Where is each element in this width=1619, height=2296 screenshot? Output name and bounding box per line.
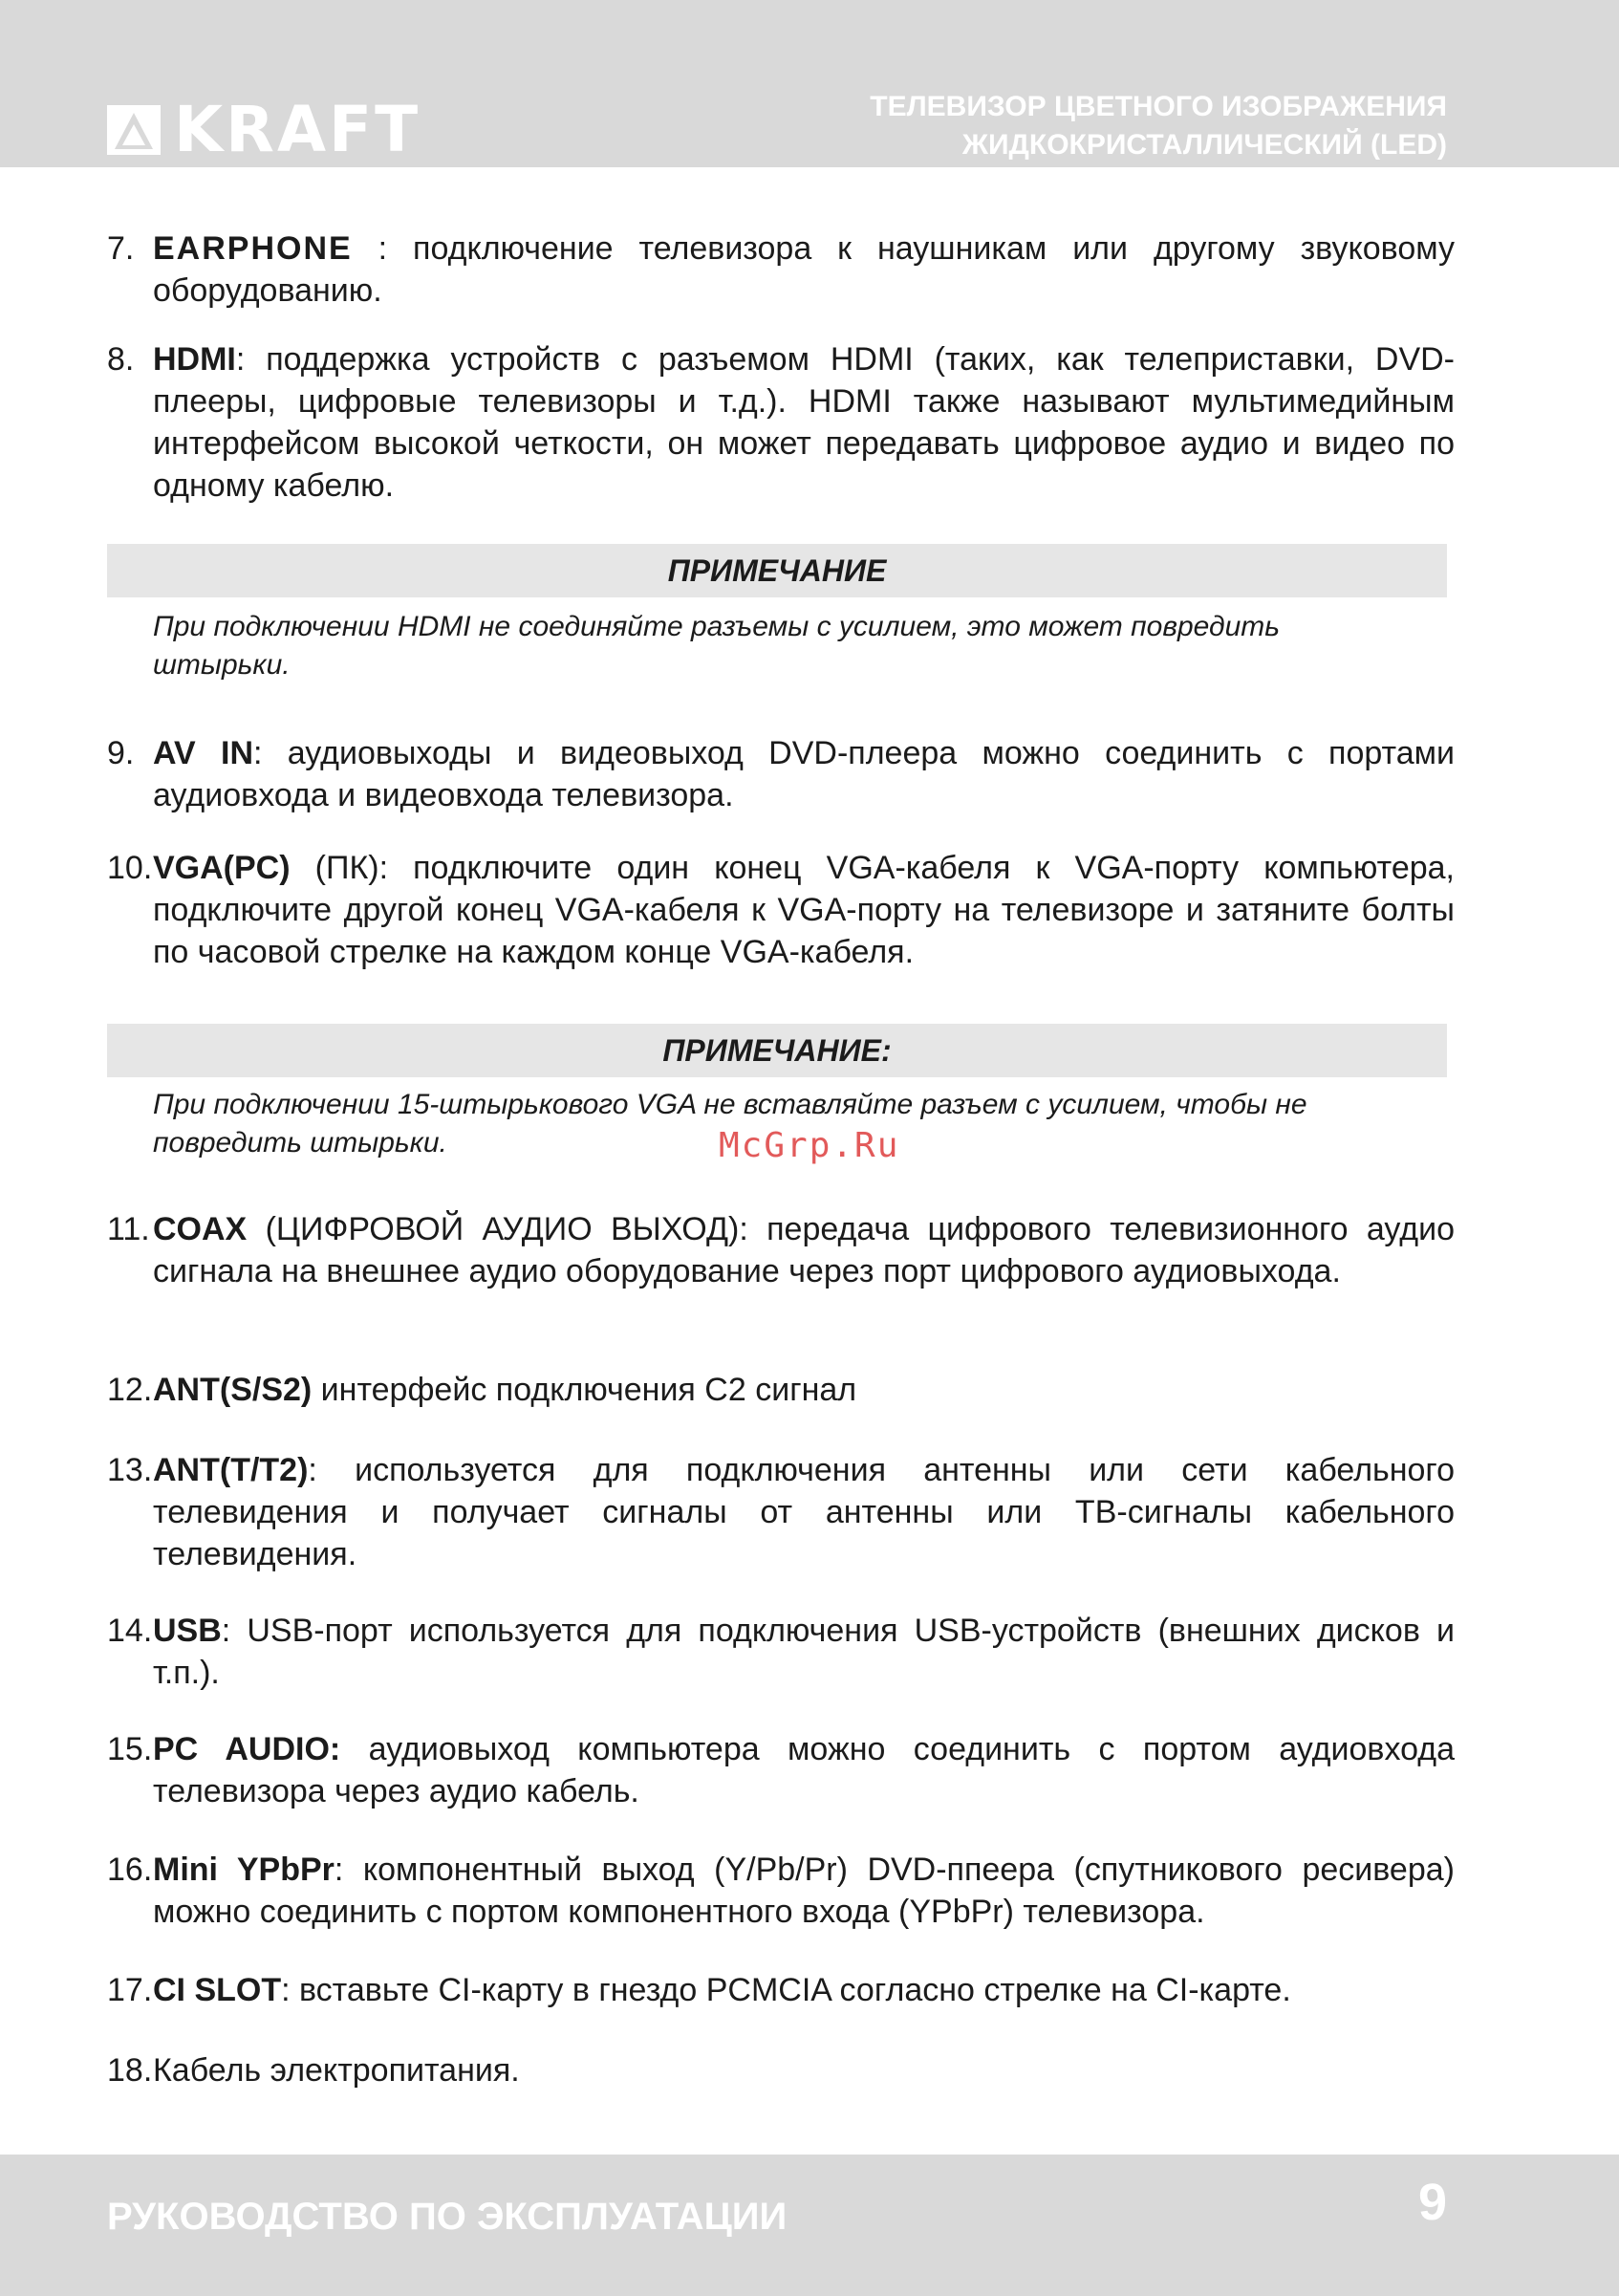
item-term: HDMI xyxy=(153,341,236,378)
item-description: : поддержка устройств с разъемом HDMI (таких, как телеприставки, DVD-плееры, цифровые телевизоры и т.д.). HDMI также называют мультимедийным интерфейсом высокой четкости, он может передавать цифровое аудио и видео по одному кабелю. xyxy=(153,341,1455,504)
list-item-earphone xyxy=(107,227,1455,312)
list-item-hdmi xyxy=(107,338,1455,507)
list-item-usb xyxy=(107,1610,1455,1694)
item-term: ANT(S/S2) xyxy=(153,1372,313,1408)
item-description: : аудиовыходы и видеовыход DVD-плеера можно соединить с портами аудиовхода и видеовхода телевизора. xyxy=(153,735,1455,813)
list-item-ant-s xyxy=(107,1369,1455,1411)
list-item-ci-slot xyxy=(107,1969,1455,2011)
item-number: 12. xyxy=(107,1372,153,1408)
footer-title: РУКОВОДСТВО ПО ЭКСПЛУАТАЦИИ xyxy=(107,2196,788,2238)
item-term: EARPHONE xyxy=(153,230,353,267)
item-number: 10. xyxy=(107,850,153,886)
item-term: VGA(PC) xyxy=(153,850,291,886)
item-number: 18. xyxy=(107,2052,153,2089)
item-description: аудиовыход компьютера можно соединить с портом аудиовхода телевизора через аудио кабель. xyxy=(153,1731,1455,1809)
item-description: интерфейс подключения C2 сигнал xyxy=(312,1372,857,1408)
note-title-bar: ПРИМЕЧАНИЕ xyxy=(107,544,1447,597)
document-title-line-1: ТЕЛЕВИЗОР ЦВЕТНОГО ИЗОБРАЖЕНИЯ xyxy=(870,91,1447,122)
list-item-pc-audio xyxy=(107,1728,1455,1812)
list-item-coax xyxy=(107,1208,1455,1292)
item-number: 7. xyxy=(107,230,135,267)
item-number: 14. xyxy=(107,1613,153,1649)
item-term: AV IN xyxy=(153,735,254,771)
list-item-vga xyxy=(107,847,1455,973)
note-title-bar: ПРИМЕЧАНИЕ: xyxy=(107,1024,1447,1077)
note-text: При подключении HDMI не соединяйте разъемы с усилием, это может повредить штырьки. xyxy=(153,611,1281,681)
list-item-av-in xyxy=(107,732,1455,816)
page-footer xyxy=(0,2155,1619,2296)
item-description: (ПК): подключите один конец VGA-кабеля к VGA-порту компьютера, подключите другой конец VGA-кабеля к VGA-порту на телевизоре и затяните болты по часовой стрелке на каждом конце VGA-кабеля. xyxy=(153,850,1455,970)
item-number: 16. xyxy=(107,1852,153,1888)
item-number: 8. xyxy=(107,341,135,378)
item-number: 11. xyxy=(107,1211,150,1247)
item-term: Mini YPbPr xyxy=(153,1852,335,1888)
note-text: При подключении 15-штырькового VGA не вставляйте разъем с усилием, чтобы не повредить штырьки. xyxy=(153,1089,1307,1159)
list-item-ypbpr xyxy=(107,1849,1455,1933)
item-number: 9. xyxy=(107,735,135,771)
brand-logo xyxy=(107,93,421,166)
logo-triangle-icon xyxy=(107,105,161,155)
item-description: (ЦИФРОВОЙ АУДИО ВЫХОД): передача цифрового телевизионного аудио сигнала на внешнее аудио оборудование через порт цифрового аудиовыхода. xyxy=(153,1211,1455,1289)
brand-name: KRAFT xyxy=(174,93,421,166)
item-description: : вставьте CI-карту в гнездо PCMCIA согласно стрелке на CI-карте. xyxy=(281,1972,1291,2008)
list-item-ant-t xyxy=(107,1449,1455,1575)
document-title xyxy=(870,88,1447,164)
item-number: 15. xyxy=(107,1731,153,1767)
watermark: McGrp.Ru xyxy=(719,1126,900,1165)
item-description: : используется для подключения антенны или сети кабельного телевидения и получает сигналы от антенны или ТВ-сигналы кабельного телевидения. xyxy=(153,1452,1455,1572)
item-description: : компонентный выход (Y/Pb/Pr) DVD-ппеера (спутникового ресивера) можно соединить с портом компонентного входа (YPbPr) телевизора. xyxy=(153,1852,1455,1930)
page-header xyxy=(0,0,1619,167)
page-number: 9 xyxy=(1417,2174,1447,2231)
document-title-line-2: ЖИДКОКРИСТАЛЛИЧЕСКИЙ (LED) xyxy=(961,129,1447,161)
item-term: CI SLOT xyxy=(153,1972,282,2008)
list-item-power-cable xyxy=(107,2049,1455,2091)
item-term: ANT(T/T2) xyxy=(153,1452,309,1488)
item-term: COAX xyxy=(153,1211,248,1247)
item-description: : USB-порт используется для подключения USB-устройств (внешних дисков и т.п.). xyxy=(153,1613,1455,1691)
item-term: PC AUDIO: xyxy=(153,1731,341,1767)
item-description: : подключение телевизора к наушникам или другому звуковому оборудованию. xyxy=(153,230,1455,309)
item-number: 17. xyxy=(107,1972,153,2008)
item-term: USB xyxy=(153,1613,222,1649)
item-number: 13. xyxy=(107,1452,153,1488)
item-description: Кабель электропитания. xyxy=(153,2052,520,2089)
